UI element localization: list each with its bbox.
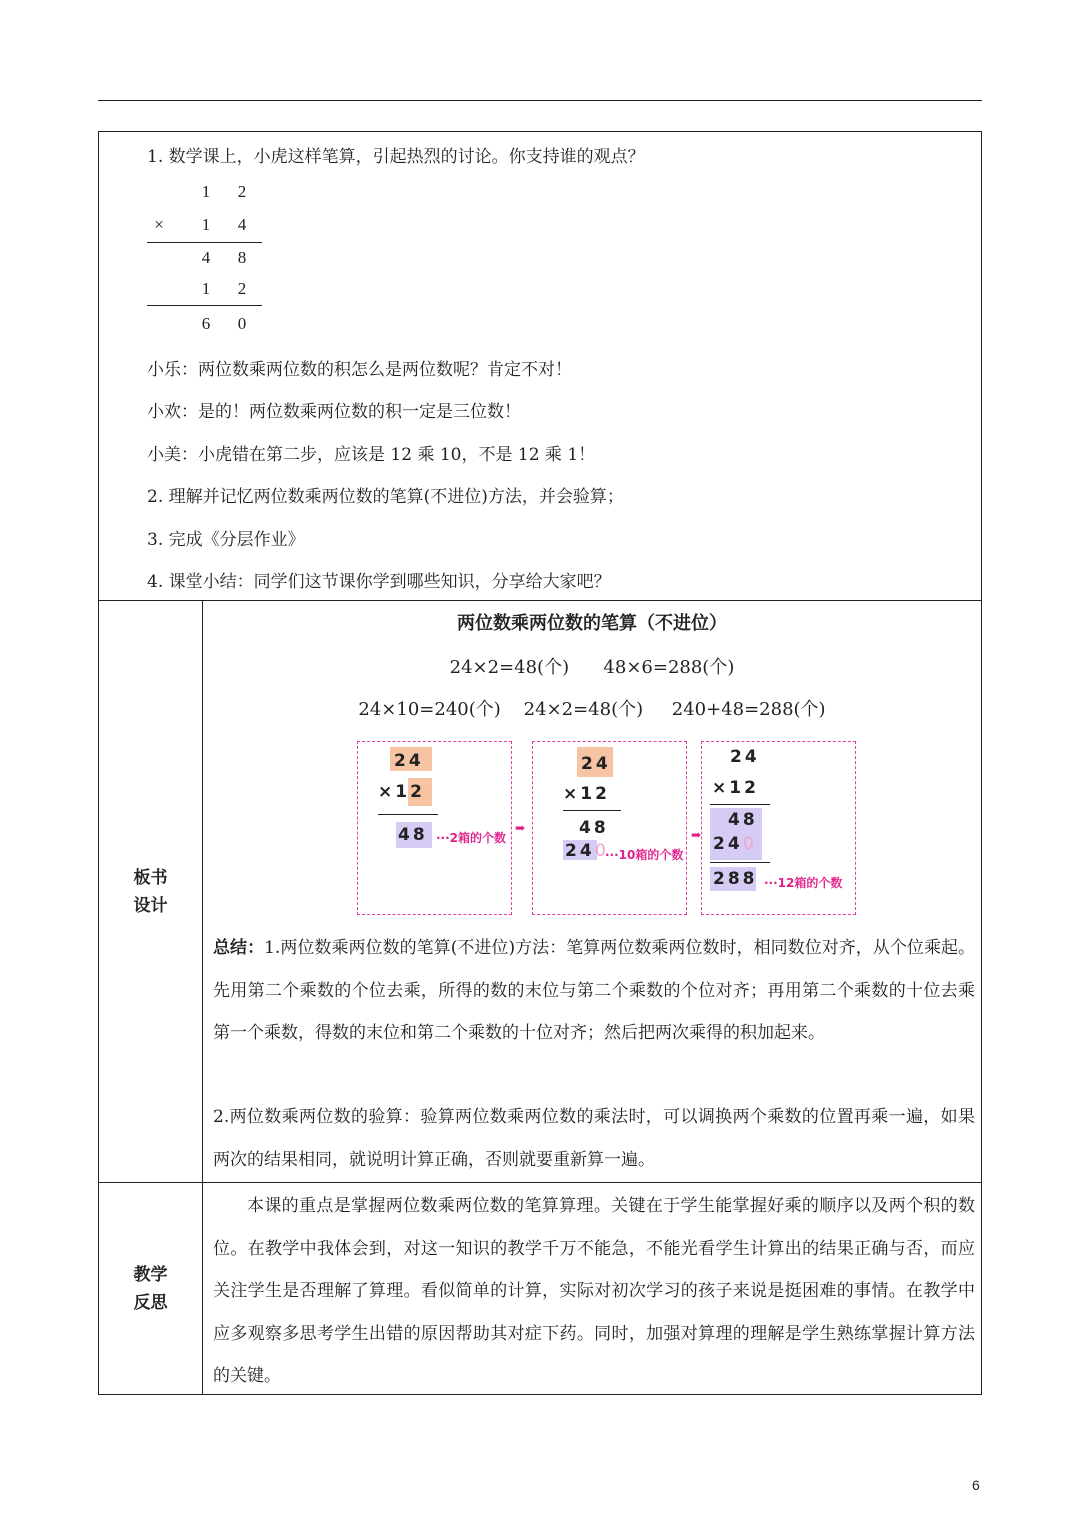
- calc-digit: 2: [237, 182, 247, 201]
- step3-rule: [710, 804, 770, 805]
- arrow-icon: ➡: [515, 821, 526, 835]
- step2-box: [532, 741, 687, 915]
- calc-rule: [147, 242, 262, 243]
- summary-1: [213, 927, 975, 1055]
- step3-partial1: 48: [728, 810, 758, 830]
- calc-digit: 1: [201, 182, 211, 201]
- xiaomei-text: 小美：小虎错在第二步，应该是 12 乘 10，不是 12 乘 1！: [147, 445, 596, 465]
- calc-rule: [147, 305, 262, 306]
- step3-rule: [710, 862, 770, 863]
- board-cell: [203, 601, 981, 1182]
- step1-box: [357, 741, 512, 915]
- step3-total: 288: [713, 869, 758, 889]
- board-label-line1: 板书: [133, 867, 168, 888]
- calc-digit: 4: [237, 215, 247, 234]
- item-3: 3. 完成《分层作业》: [147, 530, 305, 550]
- exercise-cell: [99, 132, 981, 600]
- equation-line-1: 24×2=48(个) 48×6=288(个): [449, 657, 735, 678]
- exercise-row: [99, 132, 982, 601]
- step1-rule: [378, 814, 438, 815]
- step3-top: 24: [730, 747, 760, 767]
- summary-label: 总结：: [213, 938, 265, 958]
- step2-multiplier: ×12: [563, 784, 610, 804]
- reflection-row: [99, 1183, 982, 1395]
- step1-top: 24: [394, 751, 424, 771]
- reflection-text: 本课的重点是掌握两位数乘两位数的笔算算理。关键在于学生能掌握好乘的顺序以及两个积的数位。在教学中我体会到，对这一知识的教学千万不能急，不能光看学生计算出的结果正确与否，而应关注学生是否理解了算理。看似简单的计算，实际对初次学习的孩子来说是挺困难的事情。在教学中应多观察多思考学生出错的原因帮助其对症下药。同时，加强对算理的理解是学生熟练掌握计算方法的关键。: [213, 1196, 975, 1386]
- board-title: 两位数乘两位数的笔算（不进位）: [457, 613, 727, 634]
- step2-note: ···10箱的个数: [605, 848, 684, 862]
- step2-top: 24: [581, 754, 611, 774]
- header-rule: [98, 100, 982, 101]
- reflection-label-line2: 反思: [133, 1292, 168, 1313]
- step3-multiplier: ×12: [712, 778, 759, 798]
- step1-note: ···2箱的个数: [436, 831, 507, 845]
- step3-partial2: 24: [713, 834, 743, 854]
- board-row: [99, 601, 982, 1183]
- calc-digit: 2: [237, 279, 247, 298]
- reflection-label: [99, 1183, 203, 1395]
- item-4: 4. 课堂小结：同学们这节课你学到哪些知识，分享给大家吧？: [147, 572, 611, 592]
- step3-note: ···12箱的个数: [764, 876, 843, 890]
- step3-zero: 0: [743, 834, 757, 854]
- calc-digit: 4: [201, 248, 211, 267]
- calc-digit: 6: [201, 314, 211, 333]
- step2-result2: 24: [565, 841, 595, 861]
- times-sign: ×: [154, 215, 164, 234]
- summary-2: 2.两位数乘两位数的验算：验算两位数乘两位数的乘法时，可以调换两个乘数的位置再乘一遍，如果两次的结果相同，就说明计算正确，否则就要重新算一遍。: [213, 1107, 975, 1170]
- calc-digit: 1: [201, 215, 211, 234]
- equation-line-2: 24×10=240(个) 24×2=48(个) 240+48=288(个): [358, 699, 826, 720]
- step1-multiplier: ×12: [378, 782, 425, 802]
- calc-digit: 8: [237, 248, 247, 267]
- step1-result: 48: [398, 825, 428, 845]
- lesson-table: [98, 131, 982, 1395]
- reflection-cell: [203, 1183, 981, 1394]
- calc-digit: 1: [201, 279, 211, 298]
- step2-result1: 48: [579, 818, 609, 838]
- xiaole-text: 小乐：两位数乘两位数的积怎么是两位数呢？肯定不对！: [147, 360, 572, 380]
- board-label: [99, 601, 203, 1183]
- summary-1-text: 1.两位数乘两位数的笔算(不进位)方法：笔算两位数乘两位数时，相同数位对齐，从个位乘起。先用第二个乘数的个位去乘，所得的数的末位与第二个乘数的个位对齐；再用第二个乘数的十位去乘第一个乘数，得数的末位和第二个乘数的十位对齐；然后把两次乘得的积加起来。: [213, 938, 976, 1043]
- reflection-label-line1: 教学: [133, 1264, 168, 1285]
- page-number: 6: [972, 1477, 980, 1493]
- item-2: 2. 理解并记忆两位数乘两位数的笔算(不进位)方法，并会验算；: [147, 487, 624, 507]
- xiaohuan-text: 小欢：是的！两位数乘两位数的积一定是三位数！: [147, 402, 521, 422]
- calc-digit: 0: [237, 314, 247, 333]
- step2-rule: [563, 810, 621, 811]
- arrow-icon: ➡: [691, 828, 702, 842]
- step2-zero: 0: [595, 841, 609, 861]
- board-label-line2: 设计: [133, 895, 168, 916]
- step3-box: [701, 741, 856, 915]
- question-1: 1. 数学课上，小虎这样笔算，引起热烈的讨论。你支持谁的观点？: [147, 147, 645, 167]
